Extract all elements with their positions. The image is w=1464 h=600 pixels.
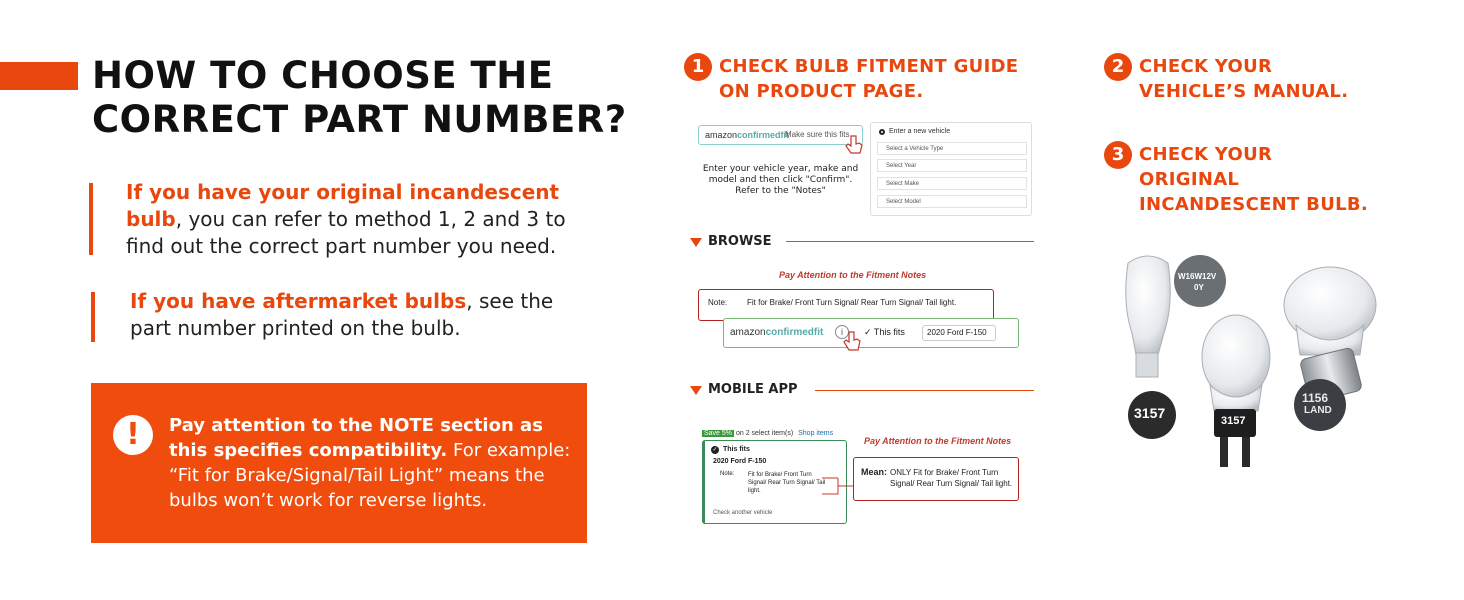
bulbs-illustration bbox=[1108, 245, 1408, 480]
vehicle-type-select[interactable]: Select a Vehicle Type bbox=[877, 142, 1027, 155]
confirmedfit-logo-text: confirmedfit bbox=[737, 130, 790, 140]
amazon-confirmed-fit-logo bbox=[705, 130, 789, 140]
mobile-heading: MOBILE APP bbox=[708, 382, 798, 397]
step-2-title-line-2: VEHICLE’S MANUAL. bbox=[1139, 81, 1349, 102]
browse-divider bbox=[786, 241, 1034, 242]
step-3-title-line-1: CHECK YOUR bbox=[1139, 144, 1273, 165]
pointer-hand-icon bbox=[843, 330, 863, 354]
bulbs-graphic bbox=[1108, 245, 1408, 480]
vehicle-selector bbox=[870, 122, 1032, 216]
save-badge: Save 5% bbox=[704, 430, 733, 437]
browse-pay-attention: Pay Attention to the Fitment Notes bbox=[779, 270, 927, 280]
bulb-label-3157-zoom: 3157 bbox=[1134, 405, 1166, 421]
step-1-title-line-1: CHECK BULB FITMENT GUIDE bbox=[719, 56, 1019, 77]
note-text bbox=[169, 413, 579, 513]
confirmed-fit-bar bbox=[698, 125, 863, 145]
step-2-title-line-1: CHECK YOUR bbox=[1139, 56, 1273, 77]
mobile-divider bbox=[815, 390, 1034, 391]
title-line-1: HOW TO CHOOSE THE bbox=[92, 54, 554, 97]
amazon-logo-text: amazon bbox=[705, 130, 738, 140]
note-text-bold: Pay attention to the NOTE section as this specifies compatibility. bbox=[169, 415, 543, 461]
paragraph-marker bbox=[89, 183, 93, 255]
step-3-number: 3 bbox=[1104, 141, 1132, 169]
mobile-this-fits: This fits bbox=[723, 446, 750, 453]
check-another-link[interactable]: Check another vehicle bbox=[713, 510, 773, 516]
step-1-number: 1 bbox=[684, 53, 712, 81]
bulb-label-w16w: W16W12V bbox=[1178, 272, 1217, 281]
shop-items-link[interactable]: Shop items bbox=[798, 430, 834, 437]
paragraph-original-bulb bbox=[126, 179, 596, 260]
paragraph-original-bulb-bold: If you have your original incandescent bulb bbox=[126, 180, 560, 231]
step-1-title bbox=[719, 54, 1039, 104]
paragraph-marker bbox=[91, 292, 95, 342]
make-sure-link[interactable]: Make sure this fits bbox=[785, 130, 850, 139]
exclamation-icon: ! bbox=[113, 415, 153, 455]
year-select[interactable]: Select Year bbox=[877, 159, 1027, 172]
browse-fits-bar bbox=[723, 318, 1019, 348]
mobile-mean-box bbox=[853, 457, 1019, 501]
browse-note-box bbox=[698, 289, 994, 321]
confirmedfit-logo-text: confirmedfit bbox=[765, 327, 824, 338]
mobile-note-text: Fit for Brake/ Front Turn Signal/ Rear Turn Signal/ Tail light. bbox=[748, 472, 826, 494]
paragraph-aftermarket-bold: If you have aftermarket bulbs bbox=[130, 289, 467, 313]
fitment-guide-screenshot bbox=[698, 122, 1034, 218]
note-callout bbox=[91, 383, 587, 543]
browse-this-fits: ✓ This fits bbox=[864, 327, 905, 337]
browse-heading: BROWSE bbox=[708, 234, 772, 249]
enter-vehicle-label: Enter a new vehicle bbox=[889, 128, 951, 135]
paragraph-aftermarket bbox=[130, 288, 580, 342]
bulb-label-3157: 3157 bbox=[1221, 415, 1246, 427]
step-2-title bbox=[1139, 54, 1439, 104]
model-select[interactable]: Select Model bbox=[877, 195, 1027, 208]
bulb-label-w16w-line2: 0Y bbox=[1194, 283, 1204, 292]
browse-note-label: Note: bbox=[708, 298, 728, 307]
make-select[interactable]: Select Make bbox=[877, 177, 1027, 190]
radio-icon[interactable] bbox=[879, 129, 885, 135]
step-3-title bbox=[1139, 142, 1439, 217]
step-2-number: 2 bbox=[1104, 53, 1132, 81]
mean-label: Mean: bbox=[861, 467, 888, 477]
browse-note-text: Fit for Brake/ Front Turn Signal/ Rear Turn Signal/ Tail light. bbox=[747, 298, 957, 307]
check-icon: ✓ bbox=[712, 447, 718, 453]
triangle-icon bbox=[690, 238, 702, 247]
step-3-title-line-2: ORIGINAL bbox=[1139, 169, 1240, 190]
mobile-pay-attention: Pay Attention to the Fitment Notes bbox=[864, 436, 1012, 446]
bulb-label-1156: 1156 bbox=[1302, 391, 1329, 405]
bulb-label-1156-line2: LAND bbox=[1304, 405, 1332, 416]
mean-text: ONLY Fit for Brake/ Front Turn Signal/ Rear Turn Signal/ Tail light. bbox=[890, 468, 1013, 488]
amazon-confirmed-fit-logo bbox=[730, 327, 823, 338]
amazon-logo-text: amazon bbox=[730, 327, 766, 338]
paragraph-aftermarket-text: , see the part number printed on the bulb. bbox=[130, 289, 554, 340]
paragraph-original-bulb-text: , you can refer to method 1, 2 and 3 to find out the correct part number you need. bbox=[126, 207, 566, 258]
note-text-rest: For example: “Fit for Brake/Signal/Tail Light” means the bulbs won’t work for reverse lights. bbox=[169, 440, 571, 511]
step-1-title-line-2: ON PRODUCT PAGE. bbox=[719, 81, 924, 102]
mobile-save-row bbox=[702, 430, 833, 437]
page-title bbox=[92, 54, 652, 142]
mobile-note-label: Note: bbox=[720, 471, 735, 477]
fitment-instructions: Enter your vehicle year, make and model and then click "Confirm". Refer to the "Notes" bbox=[702, 164, 859, 196]
title-line-2: CORRECT PART NUMBER? bbox=[92, 98, 627, 141]
info-icon[interactable]: i bbox=[835, 325, 849, 339]
vehicle-dropdown[interactable]: 2020 Ford F-150 bbox=[922, 325, 996, 341]
save-text: on 2 select item(s) bbox=[735, 430, 794, 437]
pointer-hand-icon bbox=[845, 134, 865, 156]
step-3-title-line-3: INCANDESCENT BULB. bbox=[1139, 194, 1369, 215]
triangle-icon bbox=[690, 386, 702, 395]
mobile-vehicle: 2020 Ford F-150 bbox=[713, 458, 767, 465]
accent-bar bbox=[0, 62, 78, 90]
